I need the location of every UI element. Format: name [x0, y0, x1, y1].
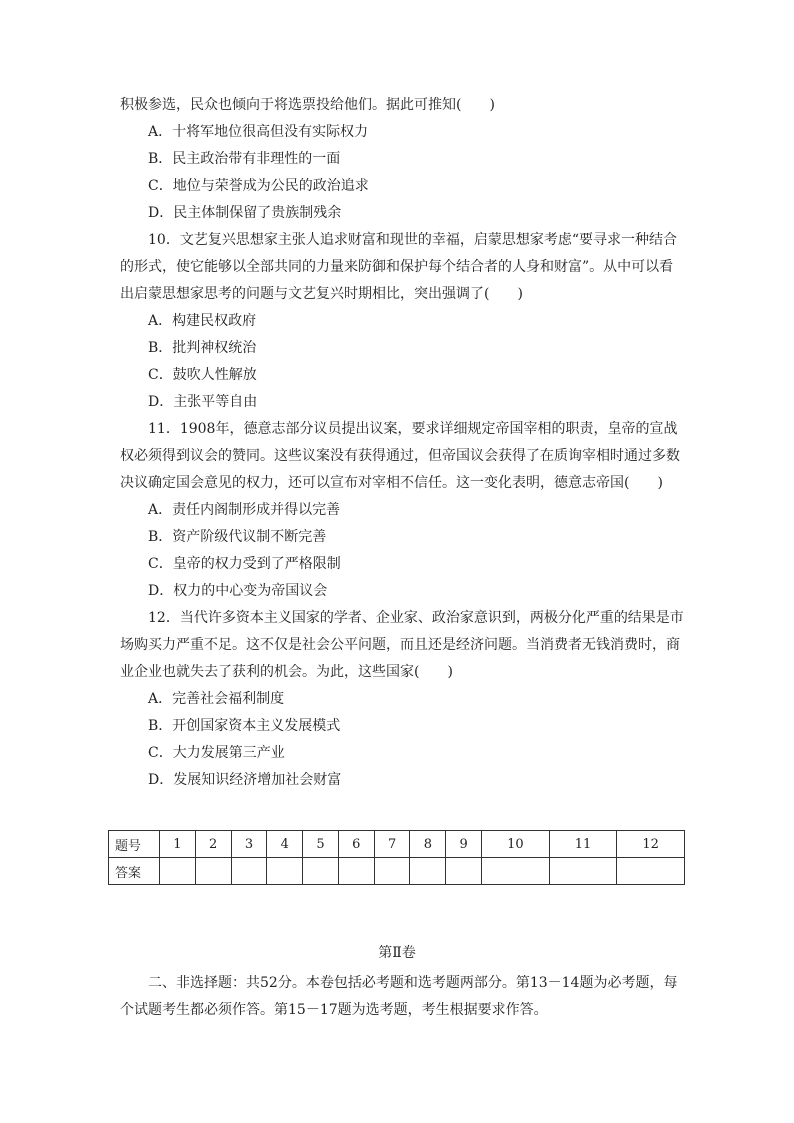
question-number-cell: 6 — [338, 831, 374, 858]
q11-option-c: C．皇帝的权力受到了严格限制 — [148, 556, 341, 572]
q9-option-a: A．十将军地位很高但没有实际权力 — [148, 124, 369, 140]
answer-table-answer-row — [109, 858, 685, 885]
question-number-cell: 1 — [160, 831, 196, 858]
section-2-instructions: 二、非选择题：共52分。本卷包括必考题和选考题两部分。第13－14题为必考题，每个试题考生都必须作答。第15－17题为选考题，考生根据要求作答。 — [120, 975, 678, 1018]
question-number-cell: 8 — [410, 831, 446, 858]
question-number-cell: 11 — [549, 831, 617, 858]
answer-cell[interactable] — [195, 858, 231, 885]
question-number-cell: 10 — [482, 831, 550, 858]
answer-cell[interactable] — [303, 858, 339, 885]
question-number-cell: 4 — [267, 831, 303, 858]
q9-option-c: C．地位与荣誉成为公民的政治追求 — [148, 178, 369, 194]
answer-cell[interactable] — [231, 858, 267, 885]
q12-stem: 12．当代许多资本主义国家的学者、企业家、政治家意识到，两极分化严重的结果是市场购买力严重不足。这不仅是社会公平问题，而且还是经济问题。当消费者无钱消费时，商业企业也就失去了获利的机会。为此，这些国家( ) — [120, 610, 684, 680]
q10-option-b: B．批判神权统治 — [148, 340, 257, 356]
answer-cell[interactable] — [410, 858, 446, 885]
answer-table-answer-label: 答案 — [109, 858, 160, 885]
answer-cell[interactable] — [160, 858, 196, 885]
q9-stem-tail: 积极参选，民众也倾向于将选票投给他们。据此可推知( ) — [120, 97, 495, 113]
question-block — [120, 92, 685, 794]
q10-option-c: C．鼓吹人性解放 — [148, 367, 257, 383]
q10-option-a: A．构建民权政府 — [148, 313, 257, 329]
question-number-cell: 9 — [446, 831, 482, 858]
q12-option-d: D．发展知识经济增加社会财富 — [148, 772, 342, 788]
answer-cell[interactable] — [338, 858, 374, 885]
answer-cell[interactable] — [549, 858, 617, 885]
q11-stem: 11．1908年，德意志部分议员提出议案，要求详细规定帝国宰相的职责，皇帝的宣战权必须得到议会的赞同。这些议案没有获得通过，但帝国议会获得了在质询宰相时通过多数决议确定国会意见的权力，还可以宣布对宰相不信任。这一变化表明，德意志帝国( ) — [120, 421, 680, 491]
q10-option-d: D．主张平等自由 — [148, 394, 258, 410]
answer-cell[interactable] — [482, 858, 550, 885]
q12-option-a: A．完善社会福利制度 — [148, 691, 285, 707]
answer-cell[interactable] — [617, 858, 685, 885]
q9-option-d: D．民主体制保留了贵族制残余 — [148, 205, 342, 221]
question-number-cell: 7 — [374, 831, 410, 858]
question-number-cell: 2 — [195, 831, 231, 858]
answer-cell[interactable] — [374, 858, 410, 885]
answer-table — [108, 830, 685, 885]
answer-table-number-row — [109, 831, 685, 858]
section-2-title: 第Ⅱ卷 — [378, 945, 416, 961]
q9-option-b: B．民主政治带有非理性的一面 — [148, 151, 341, 167]
question-number-cell: 3 — [231, 831, 267, 858]
answer-cell[interactable] — [267, 858, 303, 885]
q10-stem: 10．文艺复兴思想家主张人追求财富和现世的幸福，启蒙思想家考虑“要寻求一种结合的形式，使它能够以全部共同的力量来防御和保护每个结合者的人身和财富”。从中可以看出启蒙思想家思考的问题与文艺复兴时期相比，突出强调了( ) — [120, 232, 677, 302]
q11-option-a: A．责任内阁制形成并得以完善 — [148, 502, 341, 518]
q12-option-c: C．大力发展第三产业 — [148, 745, 285, 761]
q11-option-b: B．资产阶级代议制不断完善 — [148, 529, 327, 545]
question-number-cell: 12 — [617, 831, 685, 858]
question-number-cell: 5 — [303, 831, 339, 858]
q12-option-b: B．开创国家资本主义发展模式 — [148, 718, 341, 734]
answer-table-number-label: 题号 — [109, 831, 160, 858]
answer-cell[interactable] — [446, 858, 482, 885]
q11-option-d: D．权力的中心变为帝国议会 — [148, 583, 328, 599]
